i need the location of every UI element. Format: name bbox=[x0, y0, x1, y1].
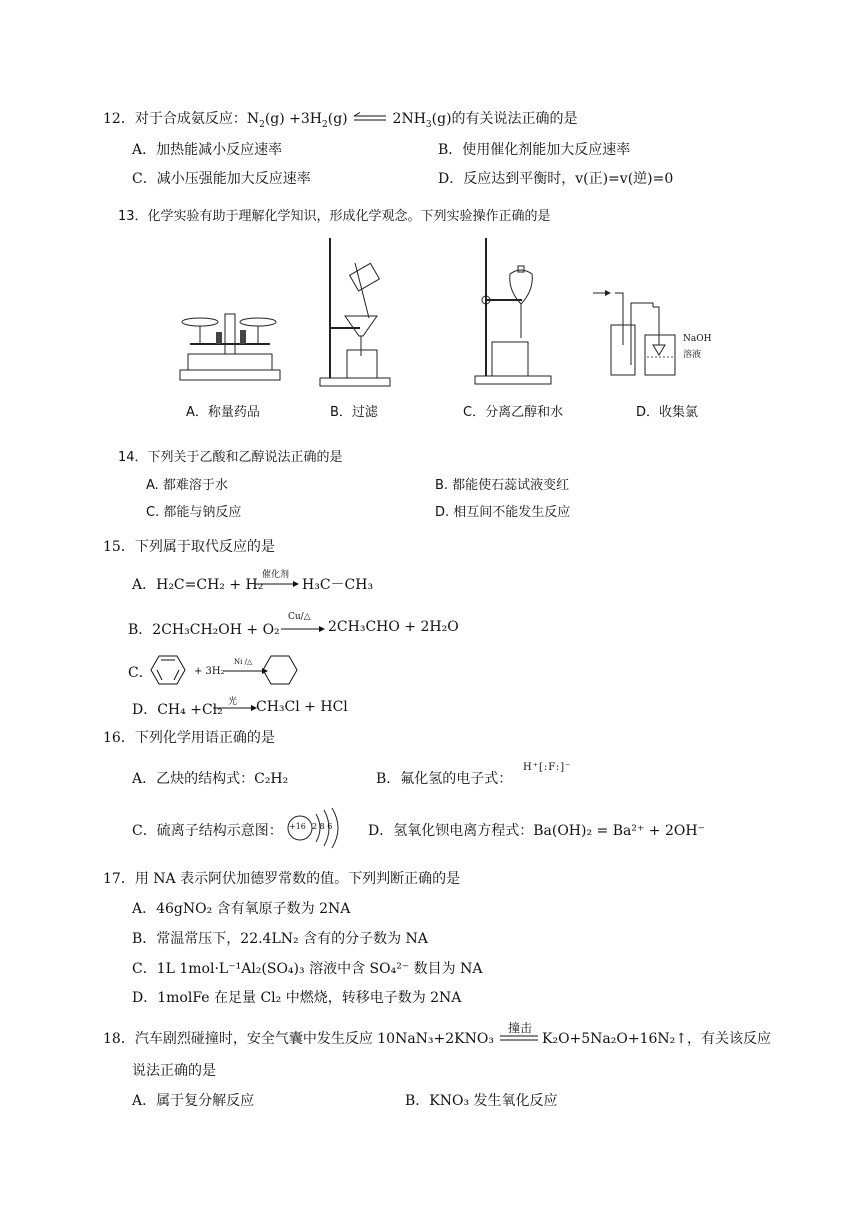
separatory-funnel-figure bbox=[470, 238, 560, 388]
naoh-label-2: 溶液 bbox=[683, 350, 702, 360]
q12-stem-suffix: (g)的有关说法正确的是 bbox=[431, 111, 578, 127]
q18-stem-line2: 说法正确的是 bbox=[132, 1063, 216, 1079]
arrow-icon bbox=[255, 580, 299, 588]
q12-stem-prefix: 12．对于合成氨反应：N bbox=[103, 111, 260, 127]
q12-stem-mid2: (g) bbox=[327, 111, 348, 127]
q15-option-c-reagent: + 3H₂ bbox=[194, 666, 225, 677]
q15-option-b-cond: Cu/△ bbox=[288, 612, 311, 622]
q18-option-a: A．属于复分解反应 bbox=[132, 1093, 255, 1109]
q16-stem: 16．下列化学用语正确的是 bbox=[103, 730, 275, 746]
q16-option-b: B．氟化氢的电子式： bbox=[376, 771, 513, 787]
q14-option-d: D. 相互间不能发生反应 bbox=[435, 505, 571, 520]
q15-stem: 15．下列属于取代反应的是 bbox=[103, 539, 275, 555]
q15-option-d-left: D．CH₄ +Cl₂ bbox=[132, 702, 223, 718]
q13-option-d: D．收集氯 bbox=[636, 405, 699, 420]
q18-stem-left: 18．汽车剧烈碰撞时，安全气囊中发生反应 10NaN₃+2KNO₃ bbox=[103, 1031, 494, 1047]
arrow-icon bbox=[281, 625, 325, 633]
q15-option-a-left: A．H₂C=CH₂ + H₂ bbox=[132, 577, 264, 593]
filtration-figure bbox=[315, 238, 395, 388]
balance-figure bbox=[170, 302, 290, 382]
q12-option-c: C．减小压强能加大反应速率 bbox=[132, 171, 311, 187]
q15-option-b-left: B．2CH₃CH₂OH + O₂ bbox=[128, 622, 280, 638]
q12-option-a: A．加热能减小反应速率 bbox=[132, 142, 283, 158]
q17-option-a: A．46gNO₂ 含有氧原子数为 2NA bbox=[132, 901, 351, 917]
q15-option-c-cond: Ni /△ bbox=[234, 658, 253, 666]
cyclohexane-icon bbox=[262, 654, 298, 686]
q16-option-c: C．硫离子结构示意图： bbox=[132, 823, 283, 839]
q12-stem-mid: (g) +3H bbox=[264, 111, 322, 127]
q17-option-b: B．常温常压下，22.4LN₂ 含有的分子数为 NA bbox=[132, 931, 428, 947]
q14-stem: 14．下列关于乙酸和乙醇说法正确的是 bbox=[118, 450, 343, 465]
q15-option-b-right: 2CH₃CHO + 2H₂O bbox=[328, 619, 459, 635]
q14-option-a: A. 都难溶于水 bbox=[146, 478, 228, 493]
q18-stem-cond: 撞击 bbox=[508, 1021, 533, 1035]
q12-stem-product: 2NH bbox=[392, 111, 426, 127]
q17-stem: 17．用 NA 表示阿伏加德罗常数的值。下列判断正确的是 bbox=[103, 871, 461, 887]
hf-electron-formula: H⁺[:F:]⁻ bbox=[523, 762, 572, 773]
q12-stem: 12．对于合成氨反应：$N_2(g) +3H_2(g)$ $2NH_3(g)$的有关说法正确的是 bbox=[103, 111, 578, 130]
q18-option-b: B．KNO₃ 发生氧化反应 bbox=[405, 1093, 558, 1109]
arrow-icon bbox=[213, 704, 257, 712]
q14-option-b: B. 都能使石蕊试液变红 bbox=[435, 478, 570, 493]
q15-option-a-right: H₃C－CH₃ bbox=[302, 577, 374, 593]
q13-option-c: C．分离乙醇和水 bbox=[463, 405, 564, 420]
q13-option-b: B．过滤 bbox=[330, 405, 378, 420]
q17-option-c: C．1L 1mol·L⁻¹Al₂(SO₄)₃ 溶液中含 SO₄²⁻ 数目为 NA bbox=[132, 961, 483, 977]
q14-option-c: C. 都能与钠反应 bbox=[146, 505, 242, 520]
gas-collection-figure bbox=[593, 285, 733, 385]
q15-option-d-right: CH₃Cl + HCl bbox=[256, 699, 348, 715]
q17-option-d: D．1molFe 在足量 Cl₂ 中燃烧，转移电子数为 2NA bbox=[132, 990, 462, 1006]
q12-option-d: D．反应达到平衡时，v(正)=v(逆)=0 bbox=[438, 171, 674, 187]
benzene-icon bbox=[150, 654, 186, 686]
q16-option-a: A．乙炔的结构式：C₂H₂ bbox=[132, 771, 289, 787]
equilibrium-arrow-icon bbox=[352, 112, 388, 124]
q15-option-d-cond: 光 bbox=[228, 697, 238, 707]
q16-option-d: D．氢氧化钡电离方程式：Ba(OH)₂ = Ba²⁺ + 2OH⁻ bbox=[368, 823, 705, 839]
q18-stem-right: K₂O+5Na₂O+16N₂↑，有关该反应 bbox=[542, 1031, 772, 1047]
naoh-label: NaOH bbox=[683, 334, 712, 344]
q12-option-b: B．使用催化剂能加大反应速率 bbox=[438, 142, 631, 158]
q13-option-a: A．称量药品 bbox=[186, 405, 260, 420]
q15-option-a-cond: 催化剂 bbox=[262, 570, 290, 580]
sulfur-shells: 2 8 6 bbox=[312, 822, 333, 831]
equals-arrow-icon bbox=[500, 1034, 540, 1042]
q15-option-c-label: C． bbox=[128, 665, 153, 681]
sulfur-nucleus: +16 bbox=[289, 822, 306, 831]
q13-stem: 13．化学实验有助于理解化学知识，形成化学观念。下列实验操作正确的是 bbox=[118, 209, 551, 224]
